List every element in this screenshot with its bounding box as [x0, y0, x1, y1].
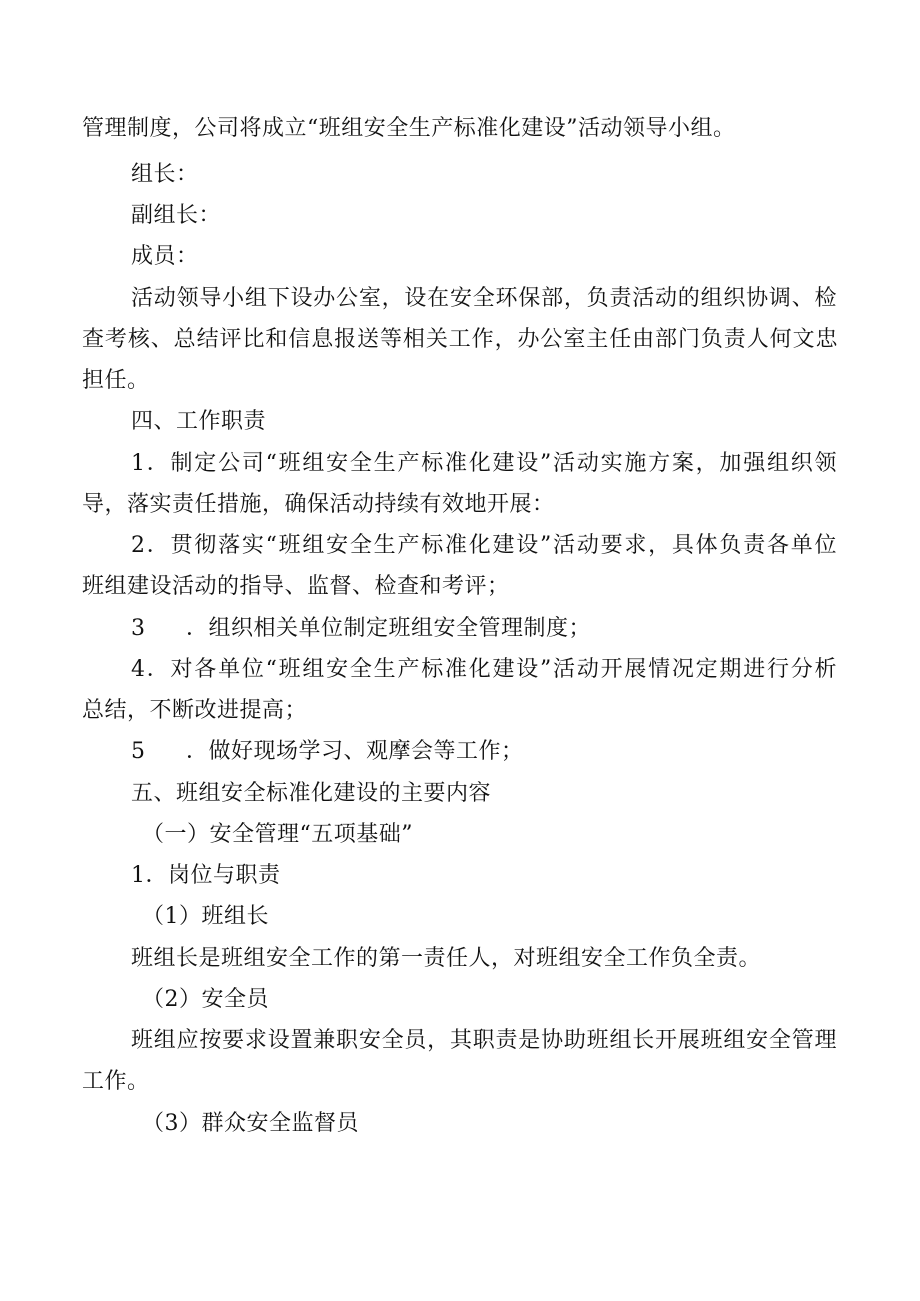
paragraph-line: 工作。 — [82, 1069, 150, 1094]
paragraph-line: 导，落实责任措施，确保活动持续有效地开展： — [82, 492, 555, 517]
item-heading: 1．岗位与职责 — [131, 863, 281, 888]
group-leader-label: 组长： — [131, 162, 199, 187]
paragraph-line: 班组长是班组安全工作的第一责任人，对班组安全工作负全责。 — [131, 946, 762, 971]
list-number: 3 — [131, 616, 145, 641]
paragraph-line: ．组织相关单位制定班组安全管理制度； — [186, 616, 592, 641]
paragraph-line: 担任。 — [82, 368, 150, 393]
paragraph-line: 4．对各单位“班组安全生产标准化建设”活动开展情况定期进行分析 — [131, 657, 837, 682]
paragraph-line: ．做好现场学习、观摩会等工作； — [186, 739, 524, 764]
paragraph-line: 查考核、总结评比和信息报送等相关工作，办公室主任由部门负责人何文忠 — [82, 327, 838, 352]
section-heading: 五、班组安全标准化建设的主要内容 — [131, 781, 492, 806]
item-subheading: （3）群众安全监督员 — [142, 1111, 359, 1136]
deputy-leader-label: 副组长： — [131, 203, 222, 228]
item-subheading: （1）班组长 — [142, 904, 269, 929]
paragraph-line: 2．贯彻落实“班组安全生产标准化建设”活动要求，具体负责各单位 — [131, 533, 837, 558]
list-number: 5 — [131, 739, 145, 764]
subsection-heading: （一）安全管理“五项基础” — [142, 822, 413, 847]
paragraph-line: 1．制定公司“班组安全生产标准化建设”活动实施方案，加强组织领 — [131, 451, 837, 476]
paragraph-line: 总结，不断改进提高； — [82, 698, 308, 723]
paragraph-line: 活动领导小组下设办公室，设在安全环保部，负责活动的组织协调、检 — [131, 286, 837, 311]
section-heading: 四、工作职责 — [131, 409, 267, 434]
paragraph-line: 班组建设活动的指导、监督、检查和考评； — [82, 574, 510, 599]
paragraph-line: 班组应按要求设置兼职安全员，其职责是协助班组长开展班组安全管理 — [131, 1028, 837, 1053]
item-subheading: （2）安全员 — [142, 987, 269, 1012]
paragraph-line: 管理制度，公司将成立“班组安全生产标准化建设”活动领导小组。 — [82, 116, 736, 141]
members-label: 成员： — [131, 244, 199, 269]
